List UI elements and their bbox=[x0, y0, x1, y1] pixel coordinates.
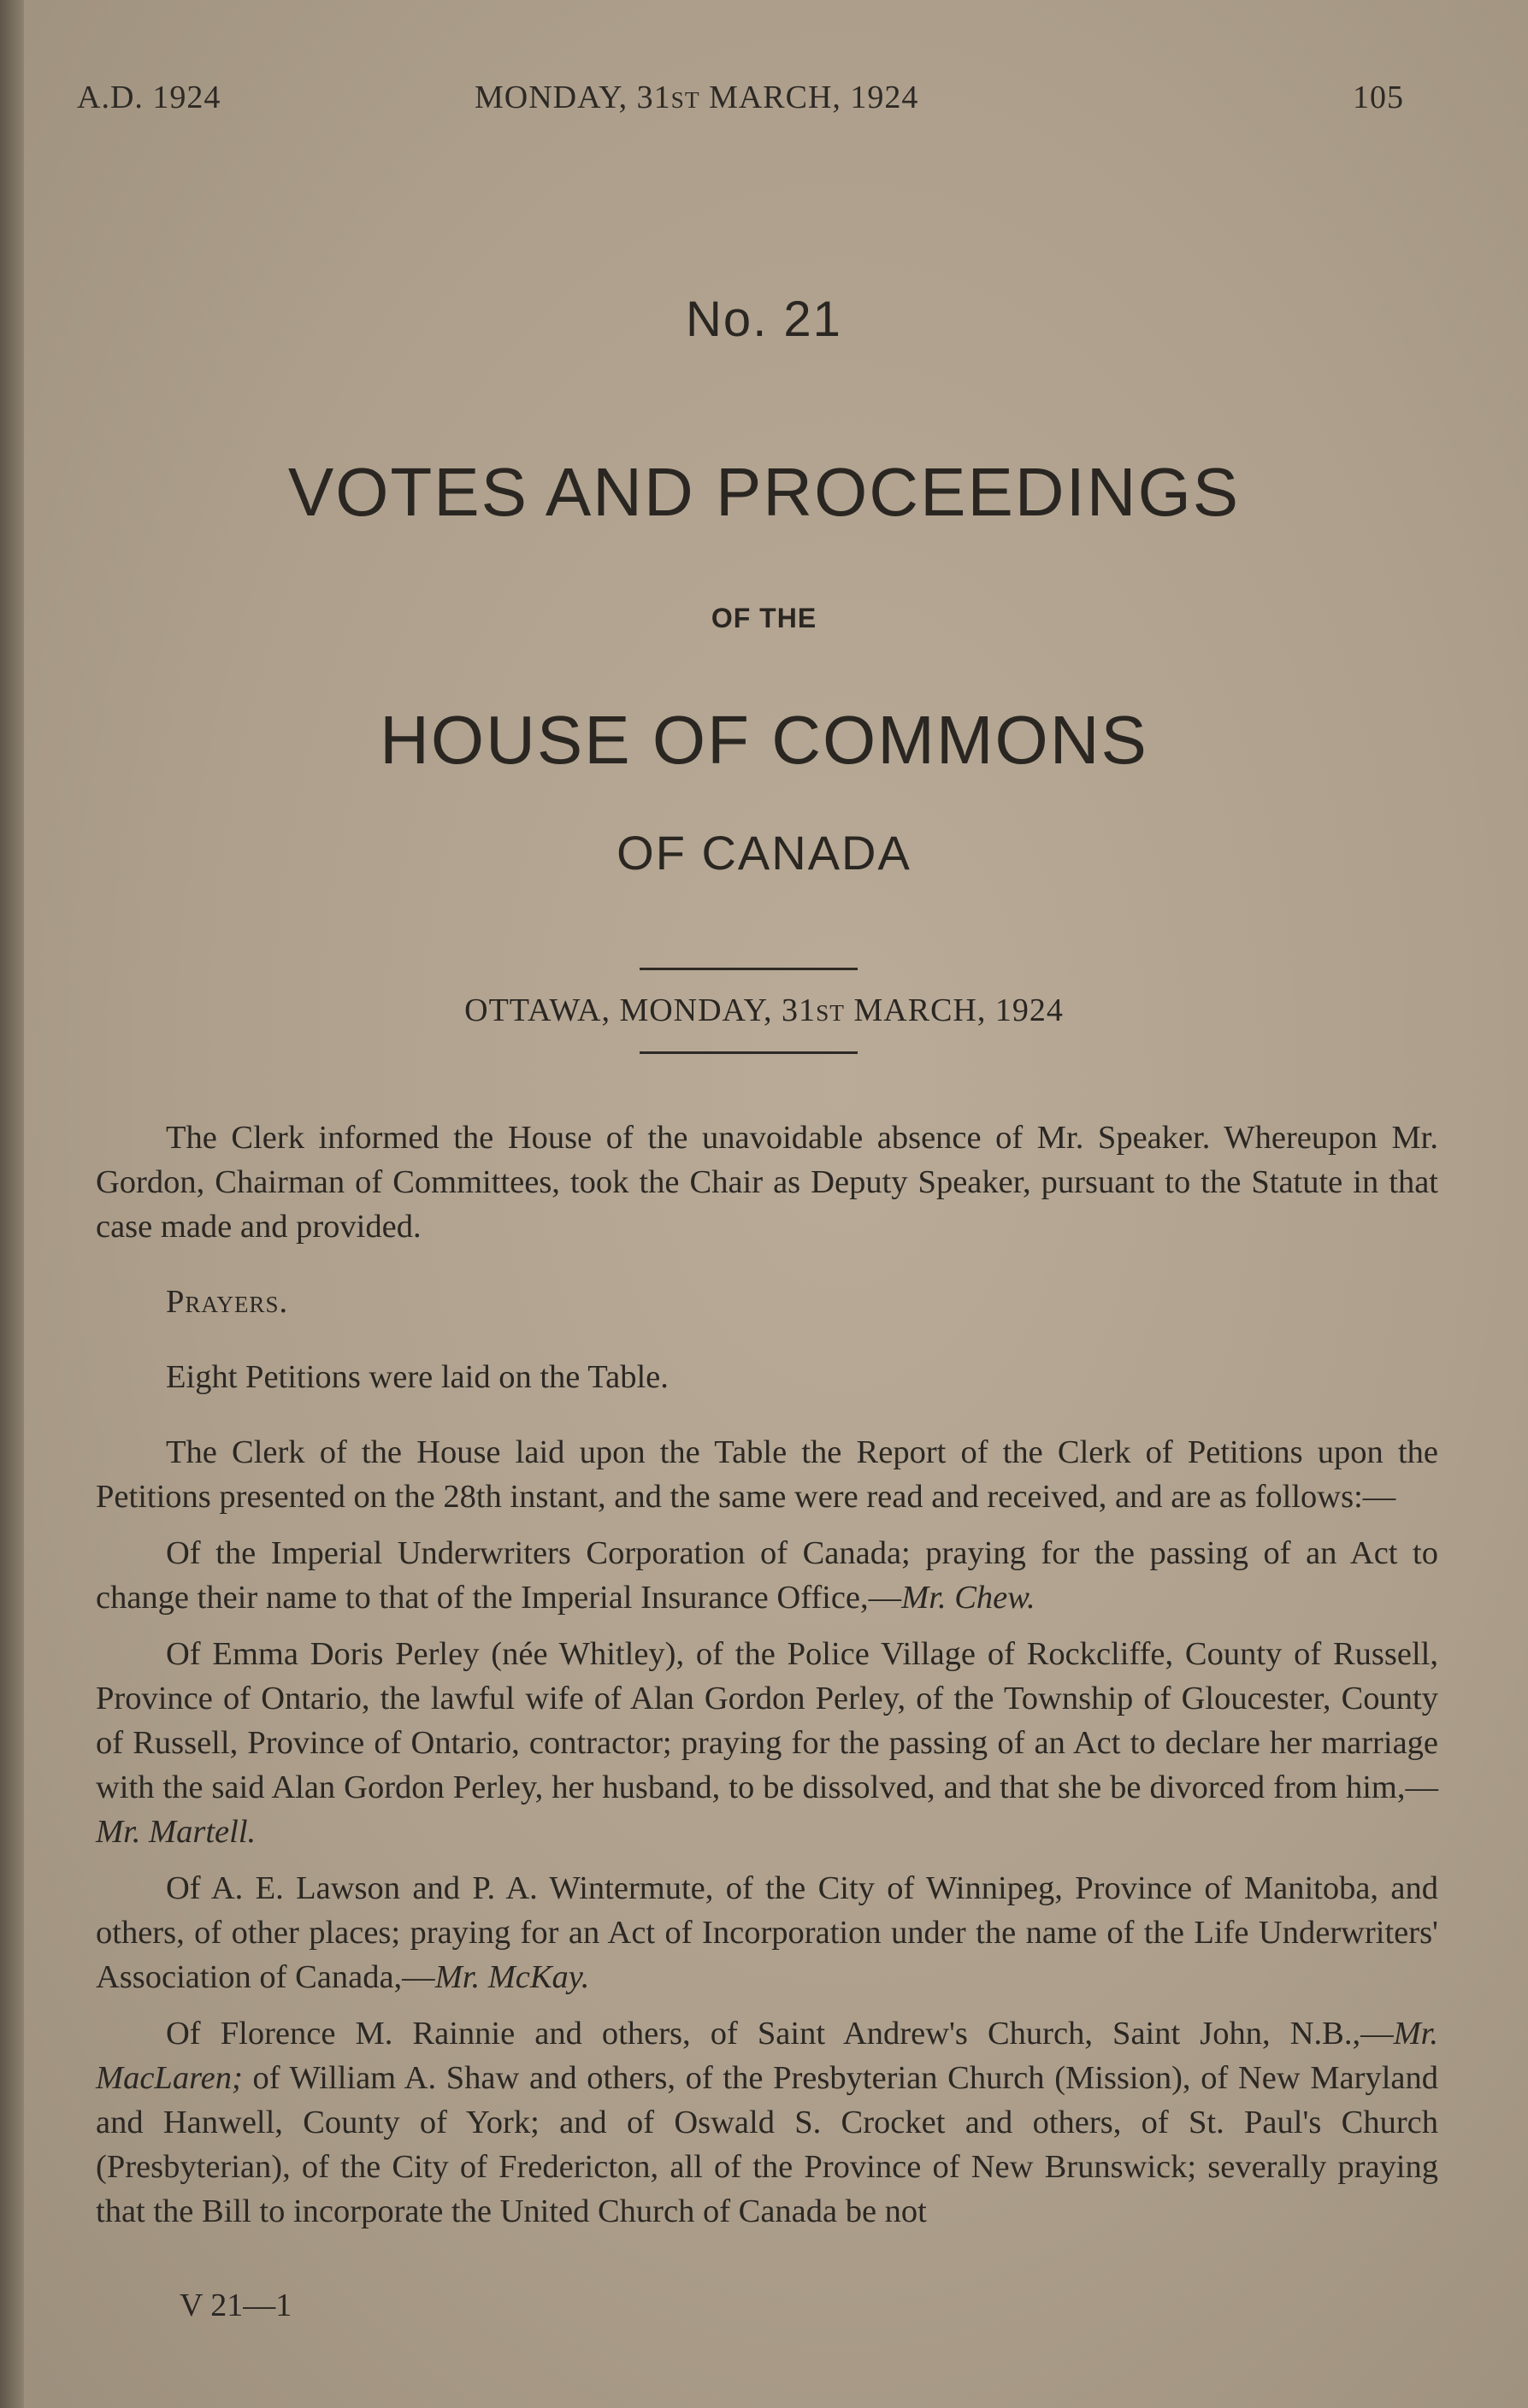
issue-number: No. 21 bbox=[686, 291, 842, 347]
body-text bbox=[96, 1116, 1438, 2234]
paragraph-clerk-report: The Clerk of the House laid upon the Table the Report of the Clerk of Petitions upon the Petitions presented on the 28th instant, and the same were read and received, and are as follows:— bbox=[96, 1434, 1438, 1515]
title-votes-and-proceedings: VOTES AND PROCEEDINGS bbox=[287, 454, 1241, 530]
rule-bottom bbox=[640, 1051, 858, 1054]
petition-perley: Of Emma Doris Perley (née Whitley), of the Police Village of Rockcliffe, County of Russell, Province of Ontario, the lawful wife of Alan Gordon Perley, of the Township of Gloucester, County of Russell, Province of Ontario, contractor; praying for the passing of an Act to declare her marriage with the said Alan Gordon Perley, her husband, to be dissolved, and that she be divorced from him,—Mr. Martell. bbox=[96, 1636, 1438, 1850]
member-name: Mr. Chew. bbox=[901, 1580, 1035, 1616]
member-name: Mr. McKay. bbox=[434, 1959, 590, 1995]
signature-mark: V 21—1 bbox=[180, 2287, 292, 2323]
member-name: Mr. MacLaren; bbox=[96, 2016, 1438, 2096]
title-of-canada: OF CANADA bbox=[617, 826, 911, 880]
paragraph-petitions-laid: Eight Petitions were laid on the Table. bbox=[166, 1359, 669, 1395]
member-name: Mr. Martell. bbox=[96, 1814, 257, 1850]
header-date: MONDAY, 31ST MARCH, 1924 bbox=[475, 79, 919, 115]
title-of-the: OF THE bbox=[711, 603, 817, 633]
dateline: OTTAWA, MONDAY, 31ST MARCH, 1924 bbox=[464, 992, 1064, 1028]
petition-life-underwriters: Of A. E. Lawson and P. A. Wintermute, of the City of Winnipeg, Province of Manitoba, and others, of other places; praying for an Act of Incorporation under the name of the Life Underwriters' Association of Canada,—Mr. McKay. bbox=[96, 1870, 1438, 1995]
rule-top bbox=[640, 968, 858, 970]
binding-gutter bbox=[0, 0, 24, 2408]
title-house-of-commons: HOUSE OF COMMONS bbox=[380, 702, 1148, 778]
header-year: A.D. 1924 bbox=[77, 79, 221, 115]
petition-imperial-underwriters: Of the Imperial Underwriters Corporation of Canada; praying for the passing of an Act to change their name to that of the Imperial Insurance Office,—Mr. Chew. bbox=[96, 1535, 1438, 1616]
paragraph-speaker-absence: The Clerk informed the House of the unavoidable absence of Mr. Speaker. Whereupon Mr. Gordon, Chairman of Committees, took the Chair as Deputy Speaker, pursuant to the Statute in that case made and provided. bbox=[96, 1120, 1438, 1245]
paragraph-prayers: Prayers. bbox=[166, 1284, 289, 1320]
page-number: 105 bbox=[1353, 79, 1404, 115]
running-header bbox=[0, 79, 1528, 130]
petition-united-church: Of Florence M. Rainnie and others, of Saint Andrew's Church, Saint John, N.B.,—Mr. MacLaren; of William A. Shaw and others, of the Presbyterian Church (Mission), of New Maryland and Hanwell, County of York; and of Oswald S. Crocket and others, of St. Paul's Church (Presbyterian), of the City of Fredericton, all of the Province of New Brunswick; severally praying that the Bill to incorporate the United Church of Canada be not bbox=[96, 2016, 1438, 2229]
